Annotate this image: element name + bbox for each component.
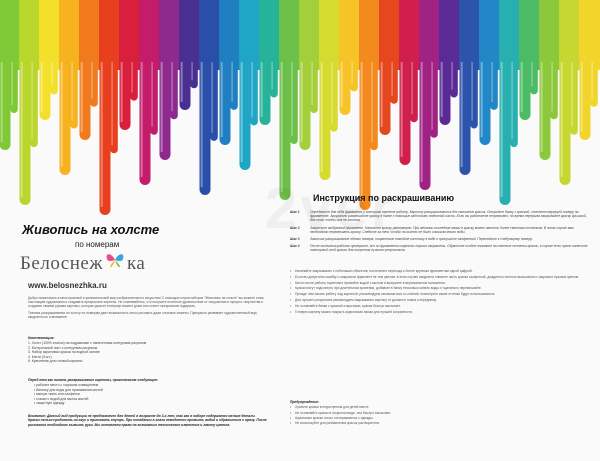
drip-highlight [141, 62, 143, 177]
tips-list [290, 269, 590, 315]
paint-band [239, 0, 261, 70]
drip-highlight [391, 62, 392, 96]
paint-drip [590, 60, 598, 107]
before-item: • баночку для воды для промывания кистей [34, 388, 268, 392]
warning-title: Предупреждение: [290, 400, 320, 404]
paint-band [219, 0, 241, 70]
drip-highlight [131, 62, 132, 93]
paint-band [99, 0, 121, 70]
drip-highlight [181, 62, 183, 102]
paint-drip [390, 60, 398, 104]
kit-item: 2. Контрольный лист с контурным рисунком [28, 345, 98, 350]
paint-drip [90, 60, 98, 107]
drip-highlight [381, 62, 383, 127]
paint-band [519, 0, 541, 70]
paint-drip [410, 60, 418, 122]
drip-highlight [281, 62, 283, 192]
drip-highlight [441, 62, 443, 117]
paint-band [199, 0, 221, 70]
drip-highlight [461, 62, 463, 167]
drip-highlight [311, 62, 312, 105]
paint-drip [270, 60, 278, 97]
paint-band [159, 0, 181, 70]
paint-band [439, 0, 461, 70]
step-text: Закрасьте выбранный фрагмент. Наносите краску равномерно. При желании последние мазки в краску можно нанести более светлым оттенком. В этом случае вам необходимо перемешать краску. Следите за тем, чтобы на кистях не было слишком много воды. [310, 225, 574, 234]
paint-band [459, 0, 481, 70]
paint-band [499, 0, 521, 70]
before-item: • стакан с водой для мытья кистей [34, 397, 268, 401]
drip-highlight [111, 62, 112, 145]
step-1 [290, 210, 590, 223]
brand-logo [20, 251, 145, 275]
drip-highlight [71, 62, 72, 121]
drip-highlight [341, 62, 343, 107]
drip-highlight [411, 62, 412, 114]
drip-highlight [331, 62, 332, 124]
brand-name-end: ка [126, 253, 146, 274]
paint-band [319, 0, 341, 70]
tip-item: • Краски могут подсохнуть при длительном хранении, добавьте в банку несколько капель воды и тщательно перемешайте. [290, 286, 590, 290]
paint-drip [170, 60, 178, 119]
kit-title: Комплектация: [28, 336, 55, 340]
drip-highlight [581, 62, 583, 132]
drip-highlight [291, 62, 292, 136]
paint-drip [530, 60, 538, 94]
steps-list [290, 210, 590, 256]
before-item: • рабочее место с хорошим освещением [34, 383, 268, 387]
drip-highlight [541, 62, 543, 152]
step-label: Шаг 4 [290, 244, 300, 249]
paint-drip [250, 60, 258, 125]
product-title: Живопись на холсте [22, 222, 160, 237]
paint-band [359, 0, 381, 70]
drip-highlight [31, 62, 32, 139]
before-section [28, 378, 268, 405]
before-item: • мягкую ткань или салфетки [34, 392, 268, 396]
tip-item: • Кисти после работы тщательно промойте водой с мылом и высушите в вертикальном положении. [290, 281, 590, 285]
paint-drip [290, 60, 298, 144]
intro-paragraph: Добро пожаловать в многогранный и увлекательный мир изобразительного искусства! С помощью серии наборов "Живопись на холсте" вы можете стать настоящим художником и создавать прекрасные картины. Не сомневайтесь, что получите истинное удовольствие от погружения в процесс творчества и создание своими руками картины, которая украсит интерьер вашего дома или станет прекрасным подарком. [28, 296, 264, 309]
paint-band [539, 0, 561, 70]
drip-highlight [371, 62, 372, 142]
drip-highlight [421, 62, 423, 182]
kit-item: 5. Крепление для готовой картины [28, 359, 83, 364]
website-url: www.belosnezhka.ru [28, 281, 107, 290]
paint-drip [190, 60, 198, 88]
drip-highlight [431, 62, 432, 130]
instructions-title: Инструкция по раскрашиванию [313, 193, 455, 203]
paint-drip [310, 60, 318, 113]
drip-highlight [81, 62, 83, 132]
intro-text [28, 296, 268, 321]
paint-drip [450, 60, 458, 97]
paint-band [399, 0, 421, 70]
warning-section [290, 400, 590, 426]
drip-highlight [591, 62, 592, 99]
drip-highlight [51, 62, 52, 86]
before-item: • защитную одежду [34, 401, 268, 405]
kit-item: 3. Набор акриловых красок на водной основе [28, 350, 100, 355]
kit-section [28, 336, 268, 363]
kit-item: 4. Кисти (3 шт.) [28, 354, 52, 359]
paint-drip [550, 60, 558, 119]
paint-band [339, 0, 361, 70]
drip-highlight [511, 62, 512, 139]
paint-drip [230, 60, 238, 110]
step-text: Определите для себя фрагмент, с которого начнете работу. Картину раскрашиваются без смешения красок. Откройте банку с краской, соответствующей номеру на фрагменте. Аккуратно размешайте краску в банке с помощью заботливо поднятой кисти. Если вы работаете непрерывно, на время перерыва накрывайте краску крышкой, для того чтобы она не засохла. [310, 210, 587, 223]
warning-item: • Акриловые краски плохо отстирываются с одежды. [290, 416, 590, 420]
drip-highlight [351, 62, 352, 83]
step-3 [290, 237, 590, 241]
drip-highlight [21, 62, 23, 197]
paint-drip [70, 60, 78, 129]
step-label: Шаг 3 [290, 237, 300, 242]
paint-drip [370, 60, 378, 150]
before-title: Перед тем как начать раскрашивание картины, приготовьте следующее: [28, 378, 159, 382]
paint-drip [350, 60, 358, 91]
drip-highlight [301, 62, 303, 142]
paint-band [279, 0, 301, 70]
paint-band [0, 0, 21, 70]
step-2 [290, 226, 590, 234]
paint-drip [570, 60, 578, 135]
paint-band [119, 0, 141, 70]
drip-highlight [571, 62, 572, 127]
drip-highlight [11, 62, 12, 105]
tip-item: • Для лучшего результата рекомендуем закрашивать картину от дальнего плана к переднему. [290, 298, 590, 302]
drip-highlight [531, 62, 532, 86]
step-text: Закончив раскрашивание одного номера, тщательно помойте кисточку в воде и просушите салфеткой. Переходите к следующему номеру. [310, 237, 533, 242]
drip-highlight [201, 62, 203, 187]
paint-band [299, 0, 321, 70]
drip-highlight [171, 62, 172, 111]
drip-highlight [251, 62, 252, 117]
drip-highlight [491, 62, 492, 102]
drip-highlight [151, 62, 152, 127]
step-text: После окончания работы проверьте, все ли фрагменты картины хорошо закрашены. Обратите особое внимание на светлые оттенки красок, в случае если нужно нанесите повторный слой краски для получения лучшего результата. [310, 244, 588, 253]
drip-highlight [1, 62, 3, 142]
kit-item: 1. Холст (100% хлопок) на подрамнике с нанесенным контурным рисунком [28, 341, 147, 346]
drip-highlight [551, 62, 552, 111]
paint-drip [130, 60, 138, 101]
warning-item: • Храните краски в недоступном для детей месте. [290, 405, 590, 409]
brand-name-start: Белоснеж [20, 253, 103, 274]
paint-drip [30, 60, 38, 147]
drip-highlight [271, 62, 272, 90]
warning-item: • Не используйте для разбавления красок растворители. [290, 421, 590, 425]
paint-band [179, 0, 201, 70]
paint-drip [330, 60, 338, 132]
paint-band [39, 0, 61, 70]
paint-band [379, 0, 401, 70]
butterfly-icon [105, 251, 125, 275]
drip-highlight [561, 62, 563, 177]
drip-highlight [261, 62, 263, 117]
drip-highlight [161, 62, 163, 152]
intro-paragraph: Техника раскрашивания по холсту по номерам дает возможность легко рисовать даже сложные сюжеты. Прекрасно развивает художественный вкус, аккуратность и внимание. [28, 310, 258, 319]
drip-highlight [211, 62, 212, 133]
paint-drip [110, 60, 118, 153]
paint-drip [10, 60, 18, 113]
paint-band [419, 0, 441, 70]
paint-drip [470, 60, 478, 129]
drip-highlight [91, 62, 92, 99]
drip-highlight [241, 62, 243, 162]
paint-band [79, 0, 101, 70]
attention-note: Внимание: Данный вид продукции не предназначен для детей в возрасте до 3-х лет, так как в наборе содержатся мелкие детали. Краски нельзя пробовать на вкус и принимать внутрь. При попадании в глаза немедленно промыть водой и обратиться к врачу. После рисования необходимо вымыть руки. Мы оставляем право на возможные технические изменения и замену цветов. [28, 414, 267, 427]
drip-highlight [231, 62, 232, 102]
drip-highlight [521, 62, 523, 112]
paint-drip [210, 60, 218, 141]
paint-drip [430, 60, 438, 138]
warning-item: • Не оставляйте краски в открытом виде, они быстро высыхают. [290, 411, 590, 415]
tip-item: • Начинайте закрашивать с небольших объектов, постепенно переходя к более крупным фрагментам одной цифрой. [290, 269, 590, 273]
drip-highlight [221, 62, 223, 137]
paint-band [579, 0, 600, 70]
paint-drip [150, 60, 158, 135]
paint-drip [50, 60, 58, 94]
drip-highlight [501, 62, 503, 197]
drip-highlight [121, 62, 123, 122]
drip-highlight [401, 62, 403, 157]
paint-band [559, 0, 581, 70]
drip-highlight [451, 62, 452, 90]
drip-highlight [101, 62, 103, 207]
paint-band [139, 0, 161, 70]
tip-item: • Прежде чем начать работу над картиной, рекомендуем ознакомиться со схемой, посмотрите какие оттенки будут использоваться. [290, 292, 590, 296]
paint-band [59, 0, 81, 70]
drip-highlight [61, 62, 63, 167]
drip-highlight [481, 62, 483, 137]
drip-highlight [41, 62, 43, 112]
product-subtitle: по номерам [75, 240, 120, 249]
paint-drip [490, 60, 498, 110]
drip-highlight [471, 62, 472, 121]
drip-highlight [191, 62, 192, 80]
drip-highlight [321, 62, 323, 172]
tip-item: • Готовую картину можно покрыть акриловым лаком для лучшей сохранности. [290, 310, 590, 314]
step-label: Шаг 2 [290, 225, 300, 230]
tip-item: • Не оставляйте банки с краской открытыми, краска быстро высыхает. [290, 304, 590, 308]
paint-band [259, 0, 281, 70]
paint-band [19, 0, 41, 70]
step-label: Шаг 1 [290, 210, 300, 214]
tip-item: • Если вы допустили ошибку и закрасили фрагмент не тем цветом, в этом случае аккуратно снимите часть краски салфеткой, дождитесь полного высыхания и закрасьте нужным цветом. [290, 275, 590, 279]
paint-drip [510, 60, 518, 147]
paint-band [479, 0, 501, 70]
step-4 [290, 244, 590, 252]
